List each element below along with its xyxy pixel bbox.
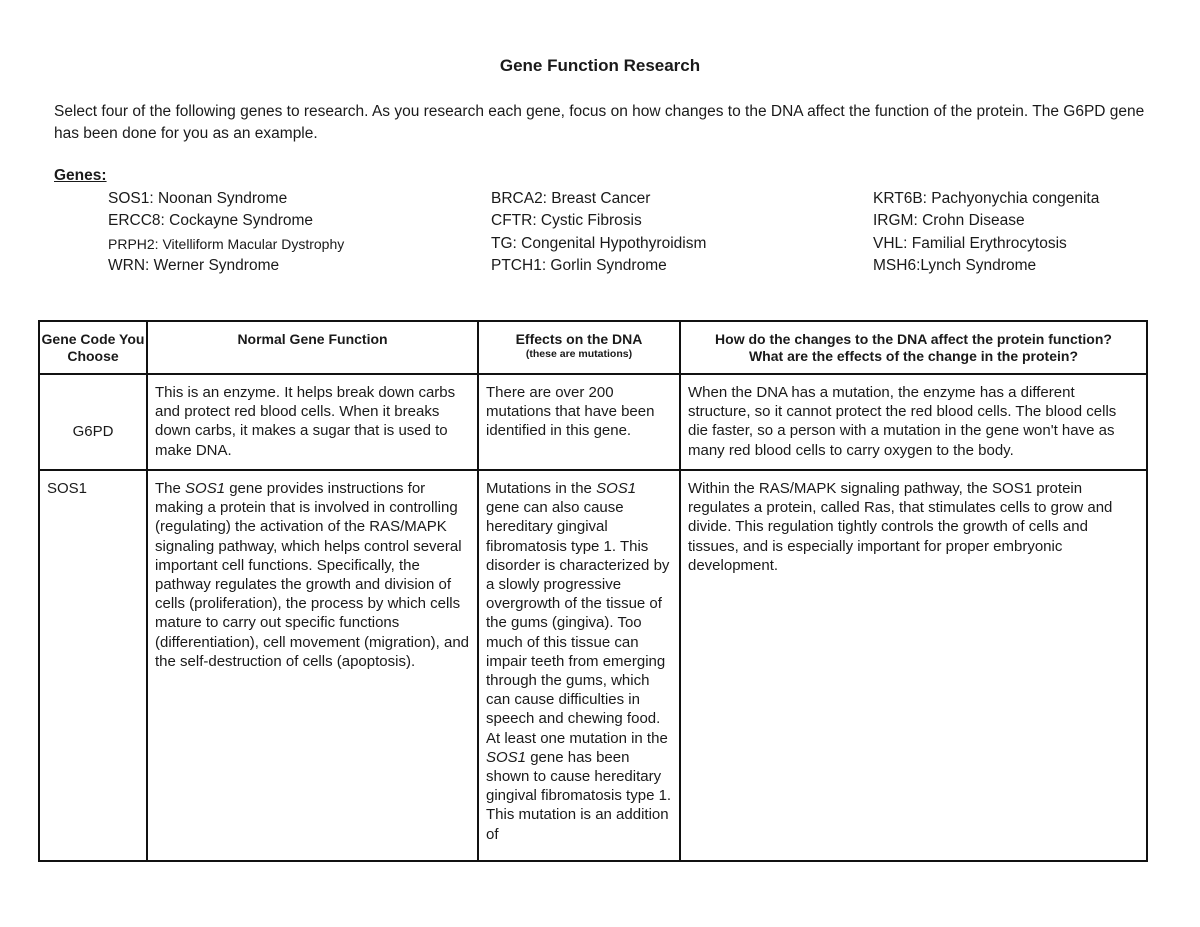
page-title: Gene Function Research [499, 56, 701, 75]
gene-name-italic: SOS1 [596, 480, 637, 497]
gene-list-column-1 [108, 188, 344, 277]
gene-name-italic: SOS1 [486, 748, 527, 766]
header-protein-line-2: What are the effects of the change in the protein? [748, 348, 1079, 364]
gene-list-column-2 [491, 188, 706, 277]
gene-list-item: SOS1: Noonan Syndrome [108, 190, 288, 207]
gene-list-item: MSH6:Lynch Syndrome [873, 256, 1037, 274]
gene-list-item: VHL: Familial Erythrocytosis [873, 234, 1067, 252]
gene-list-item: ERCC8: Cockayne Syndrome [108, 212, 314, 230]
header-effects-dna-title: Effects on the DNA [515, 331, 643, 347]
cell-gene-code: SOS1 [39, 470, 147, 861]
intro-paragraph: Select four of the following genes to research. As you research each gene, focus on how changes to the DNA affect the function of the protein. The G6PD gene has been done for you as an example. [54, 103, 1145, 142]
gene-list-item: WRN: Werner Syndrome [108, 256, 280, 274]
table-row [39, 470, 1147, 861]
cell-effects-dna: Mutations in the SOS1 gene can also cause hereditary gingival fibromatosis type 1. This disorder is characterized by a slowly progressive overgrowth of the tissue of the gums (gingiva). Too much of this tissue can impair teeth from emerging through the gums, which can cause difficulties in speech and chewing food. At least one mutation in the SOS1 gene has been shown to cause hereditary gingival fibromatosis type 1. This mutation is an addition of [478, 470, 680, 861]
gene-list-item: CFTR: Cystic Fibrosis [491, 212, 642, 230]
gene-list-item: IRGM: Crohn Disease [873, 212, 1025, 230]
header-protein-effect [680, 321, 1147, 374]
cell-normal-function: The SOS1 gene provides instructions for making a protein that is involved in controlling (regulating) the activation of the RAS/MAPK signaling pathway, which helps control several important cell functions. Specifically, the pathway regulates the growth and division of cells (proliferation), the process by which cells mature to carry out specific functions (differentiation), cell movement (migration), and the self-destruction of cells (apoptosis). [147, 470, 478, 861]
gene-list-item: KRT6B: Pachyonychia congenita [873, 190, 1100, 207]
research-table [38, 320, 1148, 862]
gene-list-column-3 [873, 188, 1099, 277]
header-effects-dna-subtitle: (these are mutations) [525, 348, 633, 360]
gene-name-italic: SOS1 [185, 480, 226, 497]
gene-list-item: PTCH1: Gorlin Syndrome [491, 256, 667, 274]
cell-protein-effect: Within the RAS/MAPK signaling pathway, the SOS1 protein regulates a protein, called Ras, that stimulates cells to grow and divide. This regulation tightly controls the growth of cells and tissues, and is especially important for proper embryonic development. [680, 470, 1147, 861]
header-gene-code: Gene Code You Choose [39, 321, 147, 374]
table-header-row [39, 321, 1147, 374]
table-row [39, 374, 1147, 470]
genes-heading: Genes: [54, 167, 107, 184]
gene-list-item: TG: Congenital Hypothyroidism [491, 234, 707, 252]
cell-protein-effect: When the DNA has a mutation, the enzyme has a different structure, so it cannot protect the red blood cells. The blood cells die faster, so a person with a mutation in the gene won't have as many red blood cells to carry oxygen to the body. [680, 374, 1147, 470]
cell-effects-dna: There are over 200 mutations that have been identified in this gene. [478, 374, 680, 470]
header-normal-function: Normal Gene Function [147, 321, 478, 374]
header-protein-line-1: How do the changes to the DNA affect the protein function? [715, 331, 1112, 347]
header-effects-dna [478, 321, 680, 374]
cell-gene-code: G6PD [39, 374, 147, 470]
gene-list-item: BRCA2: Breast Cancer [491, 190, 651, 207]
cell-normal-function: This is an enzyme. It helps break down carbs and protect red blood cells. When it breaks down carbs, it makes a sugar that is used to make DNA. [147, 374, 478, 470]
gene-list-item: PRPH2: Vitelliform Macular Dystrophy [108, 235, 345, 252]
